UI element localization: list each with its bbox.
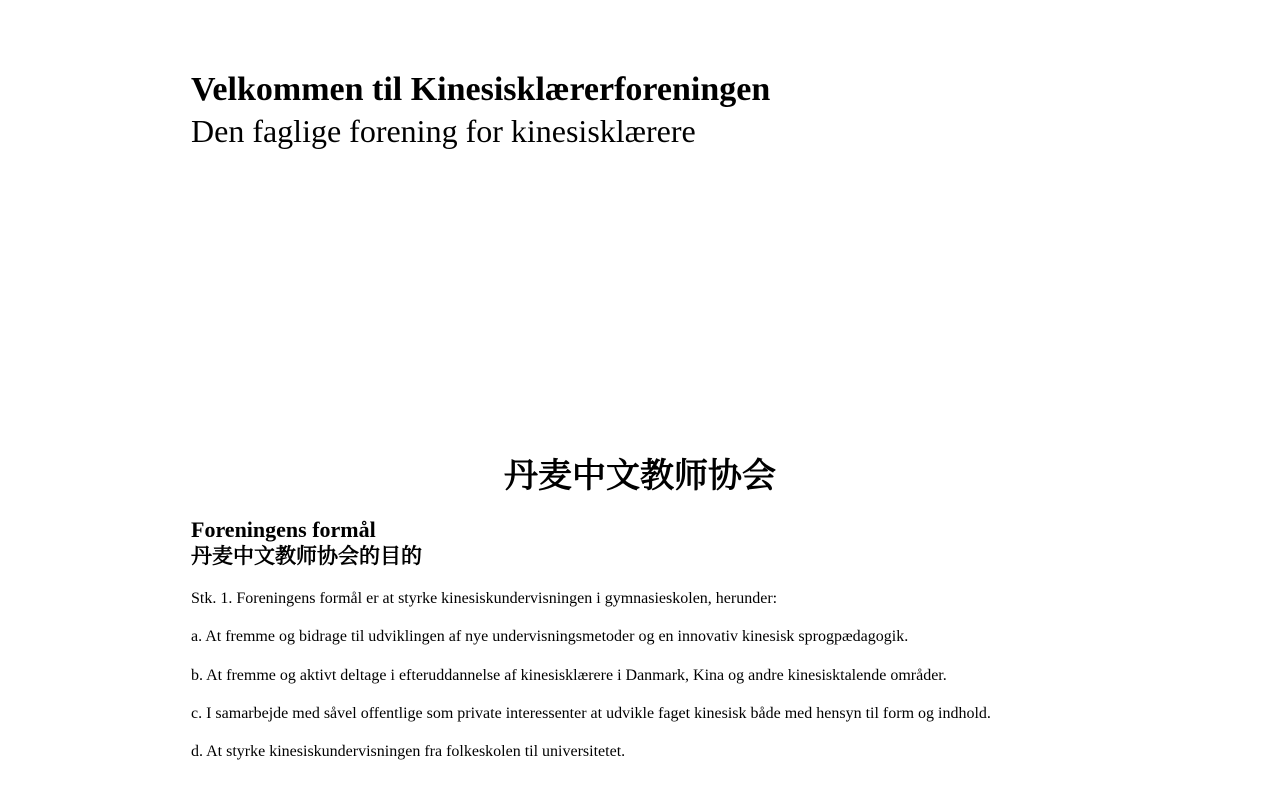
section-heading — [191, 517, 422, 569]
paragraph-item-a: a. At fremme og bidrage til udviklingen af nye undervisningsmetoder og en innovativ kinesisk sprogpædagogik. — [191, 628, 909, 645]
section-heading-danish: Foreningens formål — [191, 517, 376, 542]
paragraph-stk1: Stk. 1. Foreningens formål er at styrke kinesiskundervisningen i gymnasieskolen, herunder: — [191, 590, 778, 607]
paragraph-item-d: d. At styrke kinesiskundervisningen fra folkeskolen til universitetet. — [191, 743, 626, 760]
page-title: Velkommen til Kinesisklærerforeningen — [191, 71, 771, 108]
page-subtitle: Den faglige forening for kinesisklærere — [191, 113, 696, 149]
paragraph-item-b: b. At fremme og aktivt deltage i efteruddannelse af kinesisklærere i Danmark, Kina og andre kinesisktalende områder. — [191, 667, 947, 684]
paragraph-item-c: c. I samarbejde med såvel offentlige som private interessenter at udvikle faget kinesisk både med hensyn til form og indhold. — [191, 705, 991, 722]
chinese-association-title: 丹麦中文教师协会 — [504, 456, 776, 496]
section-heading-chinese: 丹麦中文教师协会的目的 — [191, 544, 422, 568]
